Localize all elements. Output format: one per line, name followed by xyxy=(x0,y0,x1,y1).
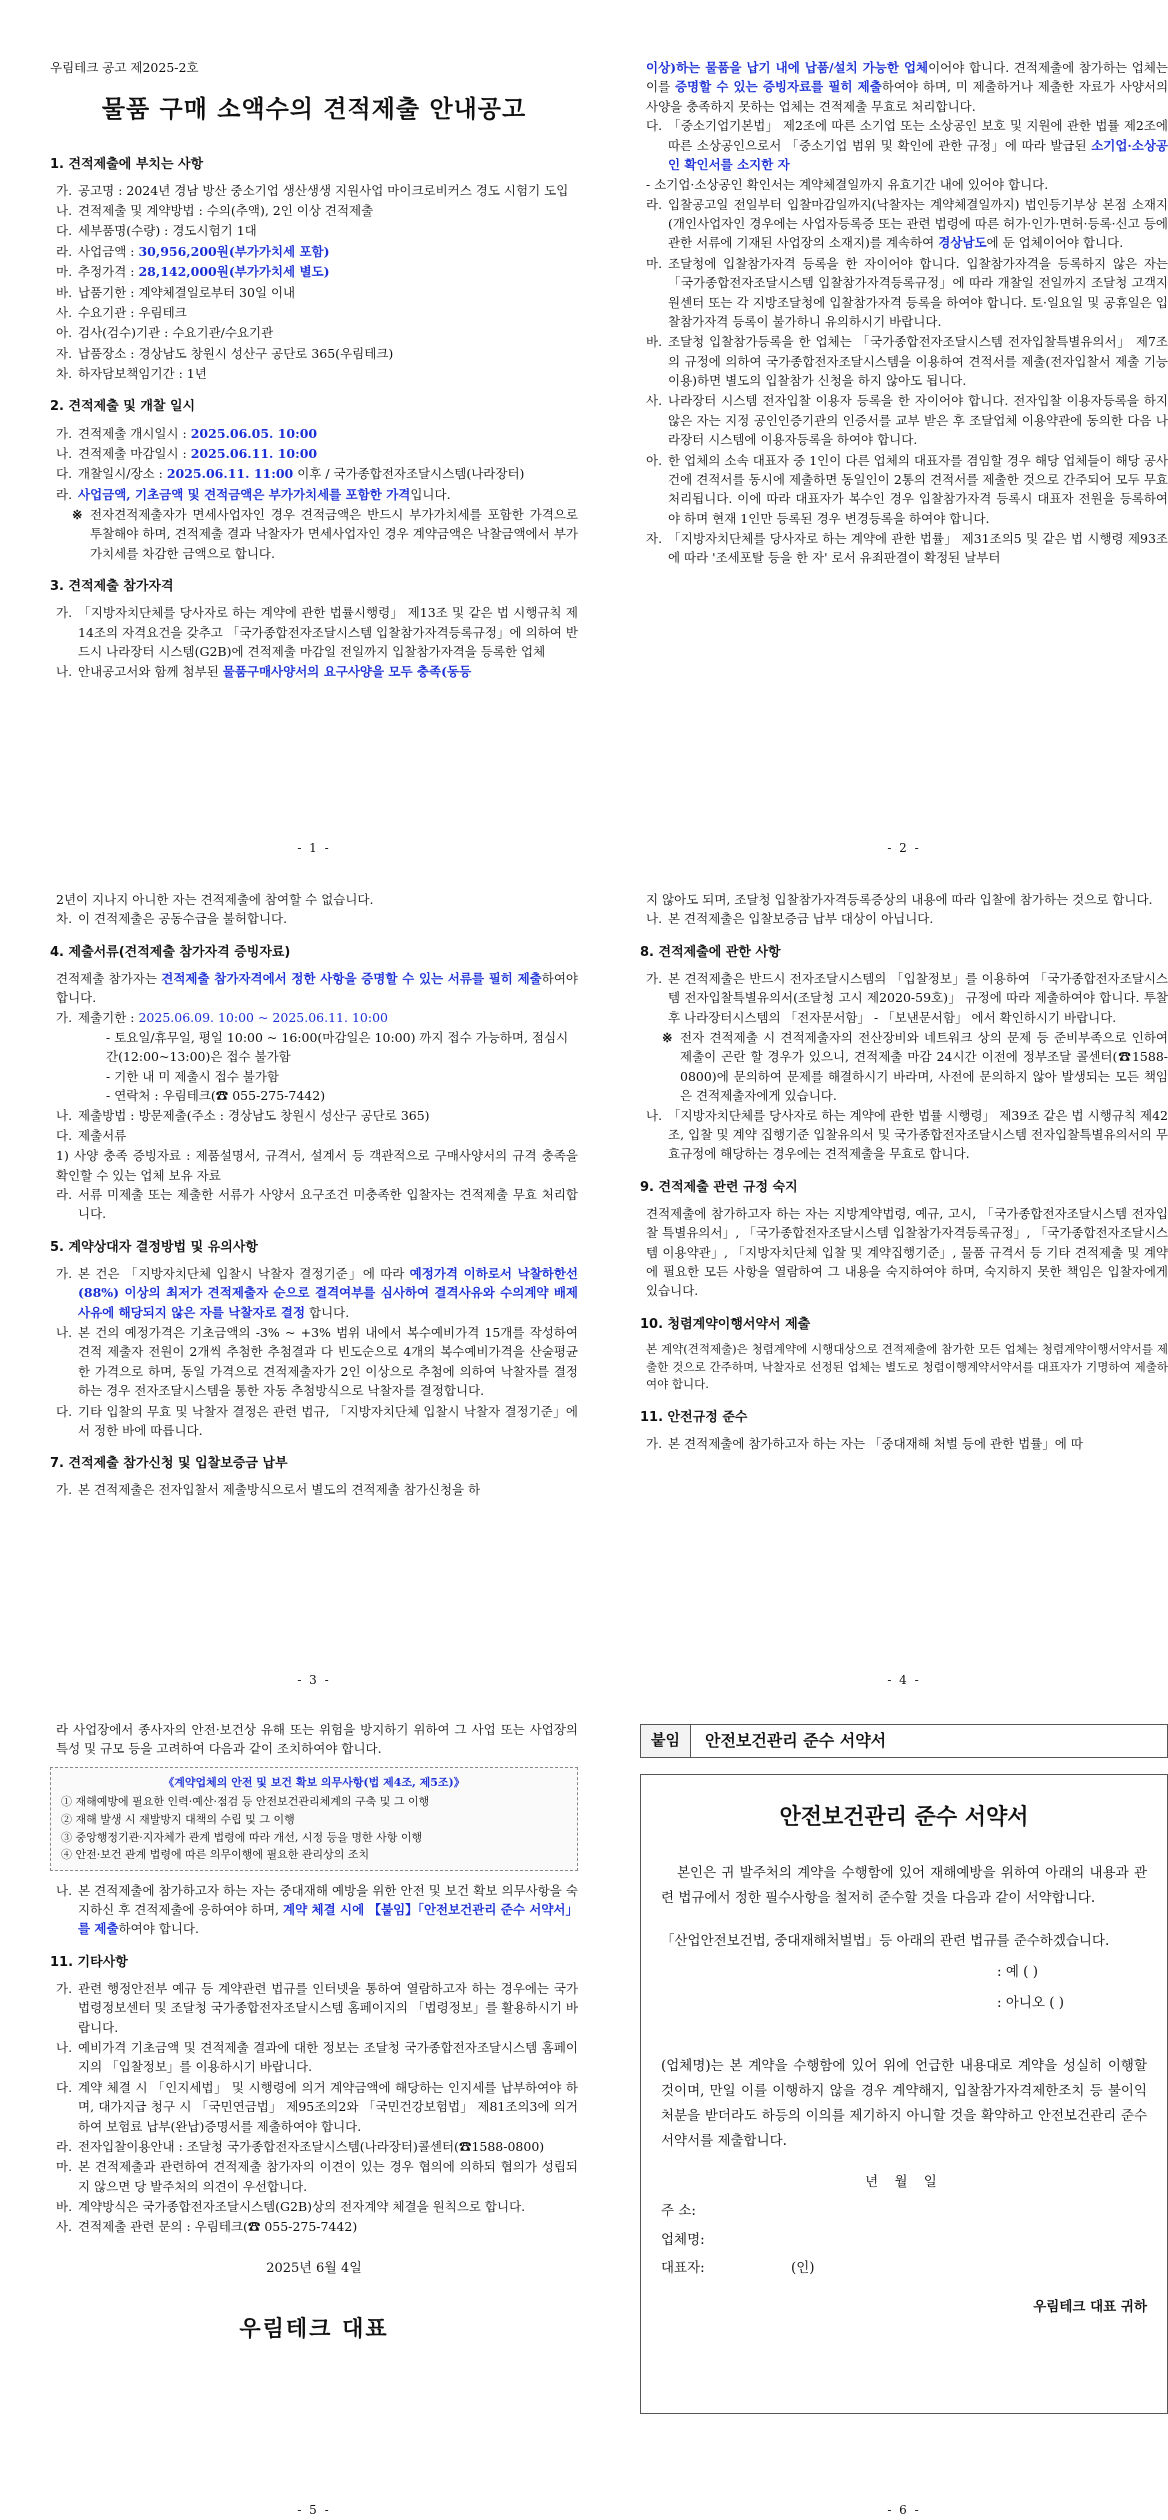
pledge-intro: 본인은 귀 발주처의 계약을 수행함에 있어 재해예방을 위하여 아래의 내용과 관련 법규에서 정한 필수사항을 철저히 준수할 것을 다음과 같이 서약합니다. xyxy=(661,1865,1147,1907)
item-sa: 사. 나라장터 시스템 전자입찰 이용자 등록을 한 자이어야 합니다. 전자입찰 이용자등록을 하지 않은 자는 지정 공인인증기관의 인증서를 교부 받은 후 조달업체 이용약관에 동의한 다음 나라장터 시스템에 이용자등록을 하여야 합니다. xyxy=(646,393,1168,448)
section-5-item-a: 가. 본 건은 「지방자치단체 입찰시 낙찰자 결정기준」에 따라 예정가격 이하로서 낙찰하한선(88%) 이상의 최저가 견적제출자 순으로 결격여부를 심사하여 결격사유와 수의계약 배제사유에 해당되지 않은 자를 낙찰자로 결정 합니다. xyxy=(56,1265,578,1320)
section-1-item: 라. 사업금액 : 30,956,200원(부가가치세 포함) xyxy=(56,243,330,259)
etc-item: 라. 전자입찰이용안내 : 조달청 국가종합전자조달시스템(나라장터)콜센터(☎1588-0800) xyxy=(56,2138,545,2154)
section-1-item: 나. 견적제출 및 계약방법 : 수의(추액), 2인 이상 견적제출 xyxy=(56,203,374,219)
page-number: - 4 - xyxy=(887,1673,921,1688)
pledge-date: 년 월 일 xyxy=(865,2173,943,2190)
continued-text: 이상)하는 물품을 납기 내에 납품/설치 가능한 업체이어야 합니다. 견적제출에 참가하는 업체는 이를 증명할 수 있는 증빙자료를 필히 제출하여야 하며, 미 제출하거나 제출한 자료가 사양서의 사양을 충족하지 못하는 업체는 견적제출 무효로 처리합니다. xyxy=(646,60,1168,114)
section-7-item-a: 가. 본 견적제출은 전자입찰서 제출방식으로서 별도의 견적제출 참가신청을 하 xyxy=(56,1482,481,1498)
etc-item: 사. 견적제출 관련 문의 : 우림테크(☎ 055-275-7442) xyxy=(56,2219,358,2235)
section-2-note: ※ 전자견적제출자가 면세사업자인 경우 견적금액은 반드시 부가가치세를 포함한 가격으로 투찰해야 하며, 견적제출 결과 낙찰자가 면세사업자인 경우 계약금액은 낙찰금액에서 부가가치세를 차감한 금액으로 합니다. xyxy=(72,507,578,561)
addressee: 우림테크 대표 귀하 xyxy=(1033,2299,1147,2316)
etc-list xyxy=(50,1979,578,2237)
section-8-note: ※ 전자 견적제출 시 견적제출자의 전산장비와 네트워크 상의 문제 등 준비부족으로 인하여 제출이 곤란 할 경우가 있으니, 견적제출 마감 24시간 이전에 정부조달 콜센터(☎1588-0800)에 문의하여 문제를 해결하시기 바라며, 사전에 문의하지 않아 발생되는 모든 책임은 견적제출자에게 있습니다. xyxy=(662,1030,1168,1104)
attachment-header xyxy=(640,1724,1168,1758)
page-number: - 3 - xyxy=(297,1673,331,1688)
item-da-sub: - 소기업·소상공인 확인서는 계약체결일까지 유효기간 내에 있어야 합니다. xyxy=(646,177,1049,193)
signer-name: 우림테크 대표 xyxy=(239,2317,389,2342)
section-2-item: 가. 견적제출 개시일시 : 2025.06.05. 10:00 xyxy=(56,425,318,441)
section-5-title: 5. 계약상대자 결정방법 및 유의사항 xyxy=(50,1239,258,1255)
section-11-title: 11. 안전규정 준수 xyxy=(640,1410,748,1426)
page-5 xyxy=(50,1720,578,2520)
pledge-form xyxy=(640,1774,1168,2414)
section-4-item-a-2: - 기한 내 미 제출시 접수 불가함 xyxy=(106,1068,279,1084)
section-4-item-c: 다. 제출서류 xyxy=(56,1127,127,1143)
page-number: - 2 - xyxy=(887,841,921,856)
section-8-item-a: 가. 본 견적제출은 반드시 전자조달시스템의 「입찰정보」를 이용하여 「국가종합전자조달시스템 전자입찰특별유의서(조달청 고시 제2020-59호)」 규정에 따라 제출하여야 합니다. 투찰 후 나라장터시스템의 「전자문서함」 - 「보낸문서함」 에서 확인하시기 바랍니다. xyxy=(646,970,1168,1025)
document-title: 물품 구매 소액수의 견적제출 안내공고 xyxy=(101,95,527,124)
section-2-item: 다. 개찰일시/장소 : 2025.06.11. 11:00 이후 / 국가종합전자조달시스템(나라장터) xyxy=(56,466,525,482)
choice-no[interactable]: : 아니오 ( ) xyxy=(997,1994,1065,2011)
notice-number: 우림테크 공고 제2025-2호 xyxy=(50,60,199,75)
safety-duty-item: ② 재해 발생 시 재발방지 대책의 수립 및 그 이행 xyxy=(61,1812,295,1826)
section-4-item-a-1: - 토요일/휴무일, 평일 10:00 ~ 16:00(마감일은 10:00) 까지 접수 가능하며, 점심시간(12:00~13:00)은 접수 불가함 xyxy=(106,1030,569,1065)
page-number: - 1 - xyxy=(297,841,331,856)
safety-duty-item: ④ 안전·보건 관계 법령에 따른 의무이행에 필요한 관리상의 조치 xyxy=(61,1848,370,1862)
page-number: - 5 - xyxy=(297,2503,331,2518)
continued-text: 라 사업장에서 종사자의 안전·보건상 유해 또는 위험을 방지하기 위하여 그 사업 또는 사업장의 특성 및 규모 등을 고려하여 다음과 같이 조치하여야 합니다. xyxy=(56,1722,578,1757)
section-3-item-b: 나. 안내공고서와 함께 첨부된 물품구매사양서의 요구사양을 모두 충족(동등 xyxy=(56,664,472,680)
section-4-item-d: 라. 서류 미제출 또는 제출한 서류가 사양서 요구조건 미충족한 입찰자는 견적제출 무효 처리합니다. xyxy=(56,1187,578,1222)
section-1-item: 가. 공고명 : 2024년 경남 방산 중소기업 생산생생 지원사업 마이크로비커스 경도 시험기 도입 xyxy=(56,182,569,198)
item-ra: 라. 입찰공고일 전일부터 입찰마감일까지(낙찰자는 계약체결일까지) 법인등기부상 본점 소재지(개인사업자인 경우에는 사업자등록증 또는 관련 법령에 따른 허가·인가·면허·등록·신고 등에 관한 서류에 기재된 사업장의 소재지)를 계속하여 경상남도에 둔 업체이어야 합니다. xyxy=(646,196,1168,251)
section-1-item: 아. 검사(검수)기관 : 수요기관/수요기관 xyxy=(56,325,274,341)
company-field[interactable]: 업체명: xyxy=(661,2231,705,2248)
safety-duty-box xyxy=(50,1767,578,1871)
section-1-item: 차. 하자담보책임기간 : 1년 xyxy=(56,366,207,382)
page-4 xyxy=(640,890,1168,1690)
section-7-title: 7. 견적제출 참가신청 및 입찰보증금 납부 xyxy=(50,1456,288,1472)
section-5-item-c: 다. 기타 입찰의 무효 및 낙찰자 결정은 관련 법규, 「지방자치단체 입찰시 낙찰자 결정기준」에서 정한 바에 따릅니다. xyxy=(56,1403,578,1438)
continued-text: 2년이 지나지 아니한 자는 견적제출에 참여할 수 없습니다. xyxy=(56,892,374,907)
choice-yes[interactable]: : 예 ( ) xyxy=(997,1963,1038,1980)
safety-duty-title: 《계약업체의 안전 및 보건 확보 의무사항(법 제4조, 제5조)》 xyxy=(163,1775,465,1789)
etc-item: 바. 계약방식은 국가종합전자조달시스템(G2B)상의 전자계약 체결을 원칙으로 합니다. xyxy=(56,2199,526,2215)
section-4-item-b: 나. 제출방법 : 방문제출(주소 : 경상남도 창원시 성산구 공단로 365) xyxy=(56,1107,430,1123)
section-10-text: 본 계약(견적제출)은 청렴계약에 시행대상으로 견적제출에 참가한 모든 업체는 청렴계약이행서약서를 제출한 것으로 간주하며, 낙찰자로 선정된 업체는 별도로 청렴이행계약서약서를 대표자가 기명하여 제출하여야 합니다. xyxy=(646,1341,1168,1392)
continued-text: 지 않아도 되며, 조달청 입찰참가자격등록증상의 내용에 따라 입찰에 참가하는 것으로 합니다. xyxy=(646,892,1153,907)
section-5-item-b: 나. 본 건의 예정가격은 기초금액의 -3% ~ +3% 범위 내에서 복수예비가격 15개를 작성하여 견적 제출자 전원이 2개씩 추첨한 추첨결과 다 빈도순으로 4개의 복수예비가격을 산술평균한 가격으로 하며, 동일 가격으로 견적제출자가 2인 이상으로 추첨에 의하여 낙찰자를 결정하는 경우 전자조달시스템을 통한 자동 추첨방식으로 낙찰자를 결정합니다. xyxy=(56,1325,578,1399)
pledge-body: (업체명)는 본 계약을 수행함에 있어 위에 언급한 내용대로 계약을 성실히 이행할 것이며, 만일 이를 이행하지 않을 경우 계약해지, 입찰참가자격제한조치 등 불이익 처분을 받더라도 하등의 이의를 제기하지 아니할 것을 확약하고 안전보건관리 준수서약서를 제출합니다. xyxy=(661,2057,1147,2149)
section-4-intro: 견적제출 참가자는 견적제출 참가자격에서 정한 사항을 증명할 수 있는 서류를 필히 제출하여야 합니다. xyxy=(56,970,578,1006)
page-2 xyxy=(640,58,1168,858)
etc-item: 마. 본 견적제출과 관련하여 견적제출 참가자의 이견이 있는 경우 협의에 의하되 협의가 성립되지 않으면 당 발주처의 의견이 우선합니다. xyxy=(56,2159,578,2194)
section-3-title: 3. 견적제출 참가자격 xyxy=(50,579,174,595)
section-1-item: 바. 납품기한 : 계약체결일로부터 30일 이내 xyxy=(56,284,296,300)
seal-mark: (인) xyxy=(791,2260,815,2277)
section-4-item-a: 가. 제출기한 : 2025.06.09. 10:00 ~ 2025.06.11. 10:00 xyxy=(56,1009,388,1025)
item-cha: 차. 이 견적제출은 공동수급을 불허합니다. xyxy=(56,911,288,927)
section-8-title: 8. 견적제출에 관한 사항 xyxy=(640,944,781,960)
section-11-etc-title: 11. 기타사항 xyxy=(50,1954,128,1970)
safety-duty-item: ③ 중앙행정기관·지자체가 관계 법령에 따라 개선, 시정 등을 명한 사항 이행 xyxy=(61,1830,423,1844)
section-4-item-c-1: 1) 사양 충족 증빙자료 : 제품설명서, 규격서, 설계서 등 객관적으로 구매사양서의 규격 충족을 확인할 수 있는 업체 보유 자료 xyxy=(56,1148,578,1183)
section-9-title: 9. 견적제출 관련 규정 숙지 xyxy=(640,1179,798,1195)
item-na: 나. 본 견적제출에 참가하고자 하는 자는 중대재해 예방을 위한 안전 및 보건 확보 의무사항을 숙지하신 후 견적제출에 응하여야 하며, 계약 체결 시에 【붙임】「안전보건관리 준수 서약서」를 제출하여야 합니다. xyxy=(56,1882,578,1937)
item-ja: 자. 「지방자치단체를 당사자로 하는 계약에 관한 법률」 제31조의5 및 같은 법 시행령 제93조에 따라 '조세포탈 등을 한 자' 로서 유죄판결이 확정된 날부터 xyxy=(646,531,1168,566)
section-11-item-a: 가. 본 견적제출에 참가하고자 하는 자는 「중대재해 처벌 등에 관한 법률」에 따 xyxy=(646,1436,1083,1452)
section-2-list xyxy=(50,424,578,505)
attachment-tag: 붙임 xyxy=(641,1725,691,1757)
representative-field[interactable]: 대표자: (인) xyxy=(661,2258,1147,2279)
attachment-header-title: 안전보건관리 준수 서약서 xyxy=(704,1730,887,1750)
etc-item: 가. 관련 행정안전부 예규 등 계약관련 법규를 인터넷을 통하여 열람하고자 하는 경우에는 국가법령정보센터 및 조달청 국가종합전자조달시스템 홈페이지의 「법령정보」를 활용하시기 바랍니다. xyxy=(56,1980,578,2035)
page-1 xyxy=(50,58,578,858)
item-ma: 마. 조달청에 입찰참가자격 등록을 한 자이어야 합니다. 입찰참가자격을 등록하지 않은 자는 「국가종합전자조달시스템 입찰참가자격등록규정」에 따라 개찰일 전일까지 조달청 고객지원센터 또는 각 지방조달청에 입찰참가자격 등록을 하여야 합니다. 토·일요일 및 공휴일은 입찰참가자격 등록이 불가하니 유의하시기 바랍니다. xyxy=(646,255,1168,329)
pledge-law: 「산업안전보건법, 중대재해처벌법」등 아래의 관련 법규를 준수하겠습니다. xyxy=(661,1933,1110,1950)
page-6 xyxy=(640,1720,1168,2520)
announcement-date: 2025년 6월 4일 xyxy=(266,2260,362,2276)
section-4-title: 4. 제출서류(견적제출 참가자격 증빙자료) xyxy=(50,944,291,960)
section-1-item: 마. 추정가격 : 28,142,000원(부가가치세 별도) xyxy=(56,264,330,280)
section-2-item: 라. 사업금액, 기초금액 및 견적금액은 부가가치세를 포함한 가격입니다. xyxy=(56,486,451,502)
item-na: 나. 본 견적제출은 입찰보증금 납부 대상이 아닙니다. xyxy=(646,911,934,927)
section-8-item-b: 나. 「지방자치단체를 당사자로 하는 계약에 관한 법률 시행령」 제39조 같은 법 시행규칙 제42조, 입찰 및 계약 집행기준 입찰유의서 및 국가종합전자조달시스템 전자입찰특별유의서의 무효규정에 해당하는 경우에는 견적제출을 무효로 합니다. xyxy=(646,1107,1168,1162)
section-2-item: 나. 견적제출 마감일시 : 2025.06.11. 10:00 xyxy=(56,445,318,461)
section-1-item: 다. 세부품명(수량) : 경도시험기 1대 xyxy=(56,223,257,239)
section-9-text: 견적제출에 참가하고자 하는 자는 지방계약법령, 예규, 고시, 「국가종합전자조달시스템 전자입찰 특별유의서」, 「국가종합전자조달시스템 입찰참가자격등록규정」, 「국가종합전자조달시스템 이용약관」, 「지방자치단체 입찰 및 계약집행기준」, 물품 규격서 등 기타 견적제출 및 계약에 필요한 모든 사항을 열람하여 그 내용을 숙지하여야 하며, 숙지하지 못한 책임은 입찰자에게 있습니다. xyxy=(646,1205,1168,1299)
section-10-title: 10. 청렴계약이행서약서 제출 xyxy=(640,1316,811,1332)
address-field[interactable]: 주 소: xyxy=(661,2202,696,2219)
section-3-item-a: 가. 「지방자치단체를 당사자로 하는 계약에 관한 법률시행령」 제13조 및 같은 법 시행규칙 제14조의 자격요건을 갖추고 「국가종합전자조달시스템 입찰참가자격등록규정」에 의하여 반드시 나라장터 시스템(G2B)에 견적제출 마감일 전일까지 입찰참가자격을 등록한 업체 xyxy=(56,605,578,660)
item-aa: 아. 한 업체의 소속 대표자 중 1인이 다른 업체의 대표자를 겸임할 경우 해당 업체들이 해당 공사건에 견적서를 동시에 제출하면 동일인이 2통의 견적서를 제출한 것으로 간주되어 모두 무효 처리됩니다. 이에 따라 대표자가 복수인 경우 입찰참가자격 등록시 대표자 전원을 등록하여야 하며 현재 1인만 등록된 경우 변경등록을 하여야 합니다. xyxy=(646,452,1168,526)
etc-item: 나. 예비가격 기초금액 및 견적제출 결과에 대한 정보는 조달청 국가종합전자조달시스템 홈페이지의 「입찰정보」를 이용하시기 바랍니다. xyxy=(56,2040,578,2075)
item-ba: 바. 조달청 입찰참가등록을 한 업체는 「국가종합전자조달시스템 전자입찰특별유의서」 제7조의 규정에 의하여 국가종합전자조달시스템을 이용하여 견적서를 제출(전자입찰서 제출 기능 이용)하면 별도의 입찰참가 신청을 하지 않아도 됩니다. xyxy=(646,334,1168,388)
page-number: - 6 - xyxy=(887,2503,921,2518)
item-da: 다. 「중소기업기본법」 제2조에 따른 소기업 또는 소상공인 보호 및 지원에 관한 법률 제2조에 따른 소상공인으로서 「중소기업 범위 및 확인에 관한 규정」에 따라 발급된 소기업·소상공인 확인서를 소지한 자 xyxy=(646,118,1168,172)
pledge-title: 안전보건관리 준수 서약서 xyxy=(779,1805,1029,1830)
safety-duty-item: ① 재해예방에 필요한 인력·예산·점검 등 안전보건관리체계의 구축 및 그 이행 xyxy=(61,1795,430,1809)
section-1-item: 자. 납품장소 : 경상남도 창원시 성산구 공단로 365(우림테크) xyxy=(56,345,394,361)
page-3 xyxy=(50,890,578,1690)
section-2-title: 2. 견적제출 및 개찰 일시 xyxy=(50,399,196,415)
section-1-title: 1. 견적제출에 부치는 사항 xyxy=(50,156,204,172)
section-4-item-a-3: - 연락처 : 우림테크(☎ 055-275-7442) xyxy=(106,1088,326,1104)
section-1-list xyxy=(50,181,578,384)
section-1-item: 사. 수요기관 : 우림테크 xyxy=(56,304,187,320)
etc-item: 다. 계약 체결 시 「인지세법」 및 시행령에 의거 계약금액에 해당하는 인지세를 납부하여야 하며, 대가지급 청구 시 「국민연금법」 제95조의2와 「국민건강보험법」 제81조의3에 의거하여 보험료 납부(완납)증명서를 제출하여야 합니다. xyxy=(56,2079,578,2134)
